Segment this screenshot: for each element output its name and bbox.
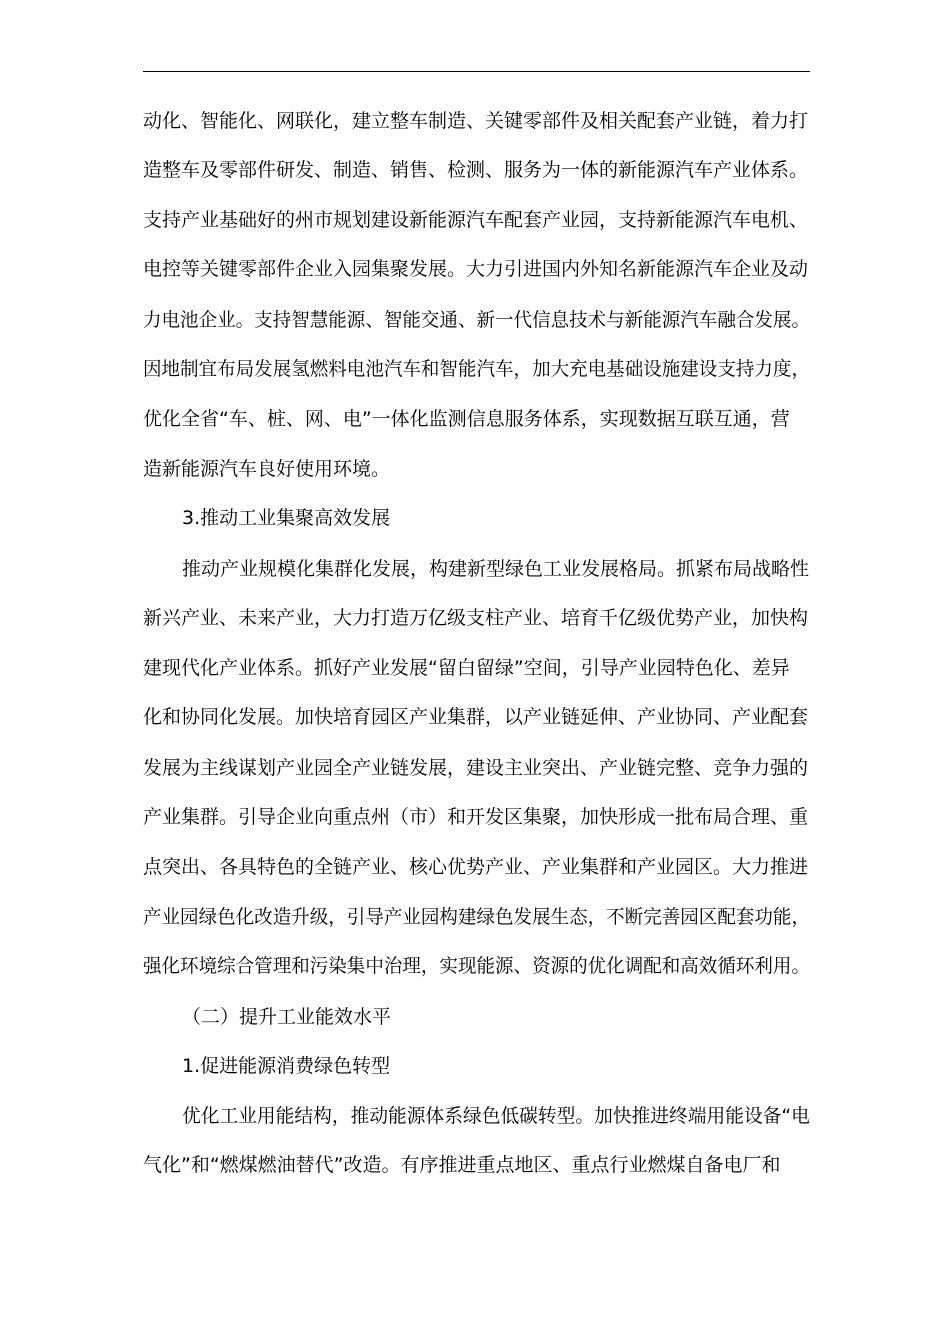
paragraph-line: 造新能源汽车良好使用环境。 [143,458,391,480]
paragraph-line: 建现代化产业体系。抓好产业发展“留白留绿”空间，引导产业园特色化、差异 [143,657,790,679]
paragraph-line: 化和协同化发展。加快培育园区产业集群，以产业链延伸、产业协同、产业配套 [143,706,809,728]
paragraph-line: 产业集群。引导企业向重点州（市）和开发区集聚，加快形成一批布局合理、重 [143,806,809,828]
paragraph-line: 气化”和“燃煤燃油替代”改造。有序推进重点地区、重点行业燃煤自备电厂和 [143,1154,781,1176]
paragraph-line: 造整车及零部件研发、制造、销售、检测、服务为一体的新能源汽车产业体系。 [143,159,809,181]
section-heading: 3.推动工业集聚高效发展 [182,507,391,529]
paragraph-line: 发展为主线谋划产业园全产业链发展，建设主业突出、产业链完整、竞争力强的 [143,757,809,779]
paragraph-line: 优化全省“车、桩、网、电”一体化监测信息服务体系，实现数据互联互通，营 [143,408,790,430]
paragraph-line: 推动产业规模化集群化发展，构建新型绿色工业发展格局。抓紧布局战略性 [182,558,810,580]
paragraph-line: 电控等关键零部件企业入园集聚发展。大力引进国内外知名新能源汽车企业及动 [143,258,809,280]
paragraph-line: 支持产业基础好的州市规划建设新能源汽车配套产业园，支持新能源汽车电机、 [143,209,809,231]
paragraph-line: 强化环境综合管理和污染集中治理，实现能源、资源的优化调配和高效循环利用。 [143,955,810,977]
subsection-heading: 1.促进能源消费绿色转型 [182,1055,391,1077]
paragraph-line: 产业园绿色化改造升级，引导产业园构建绿色发展生态，不断完善园区配套功能， [143,906,810,928]
paragraph-line: 因地制宜布局发展氢燃料电池汽车和智能汽车，加大充电基础设施建设支持力度， [143,358,810,380]
header-rule [143,71,810,72]
paragraph-line: 动化、智能化、网联化，建立整车制造、关键零部件及相关配套产业链，着力打 [143,110,809,132]
paragraph-line: 新兴产业、未来产业，大力打造万亿级支柱产业、培育千亿级优势产业，加快构 [143,607,809,629]
paragraph-line: 点突出、各具特色的全链产业、核心优势产业、产业集群和产业园区。大力推进 [143,856,809,878]
section-heading: （二）提升工业能效水平 [182,1006,392,1028]
paragraph-line: 力电池企业。支持智慧能源、智能交通、新一代信息技术与新能源汽车融合发展。 [143,309,810,331]
paragraph-line: 优化工业用能结构，推动能源体系绿色低碳转型。加快推进终端用能设备“电 [182,1105,810,1127]
